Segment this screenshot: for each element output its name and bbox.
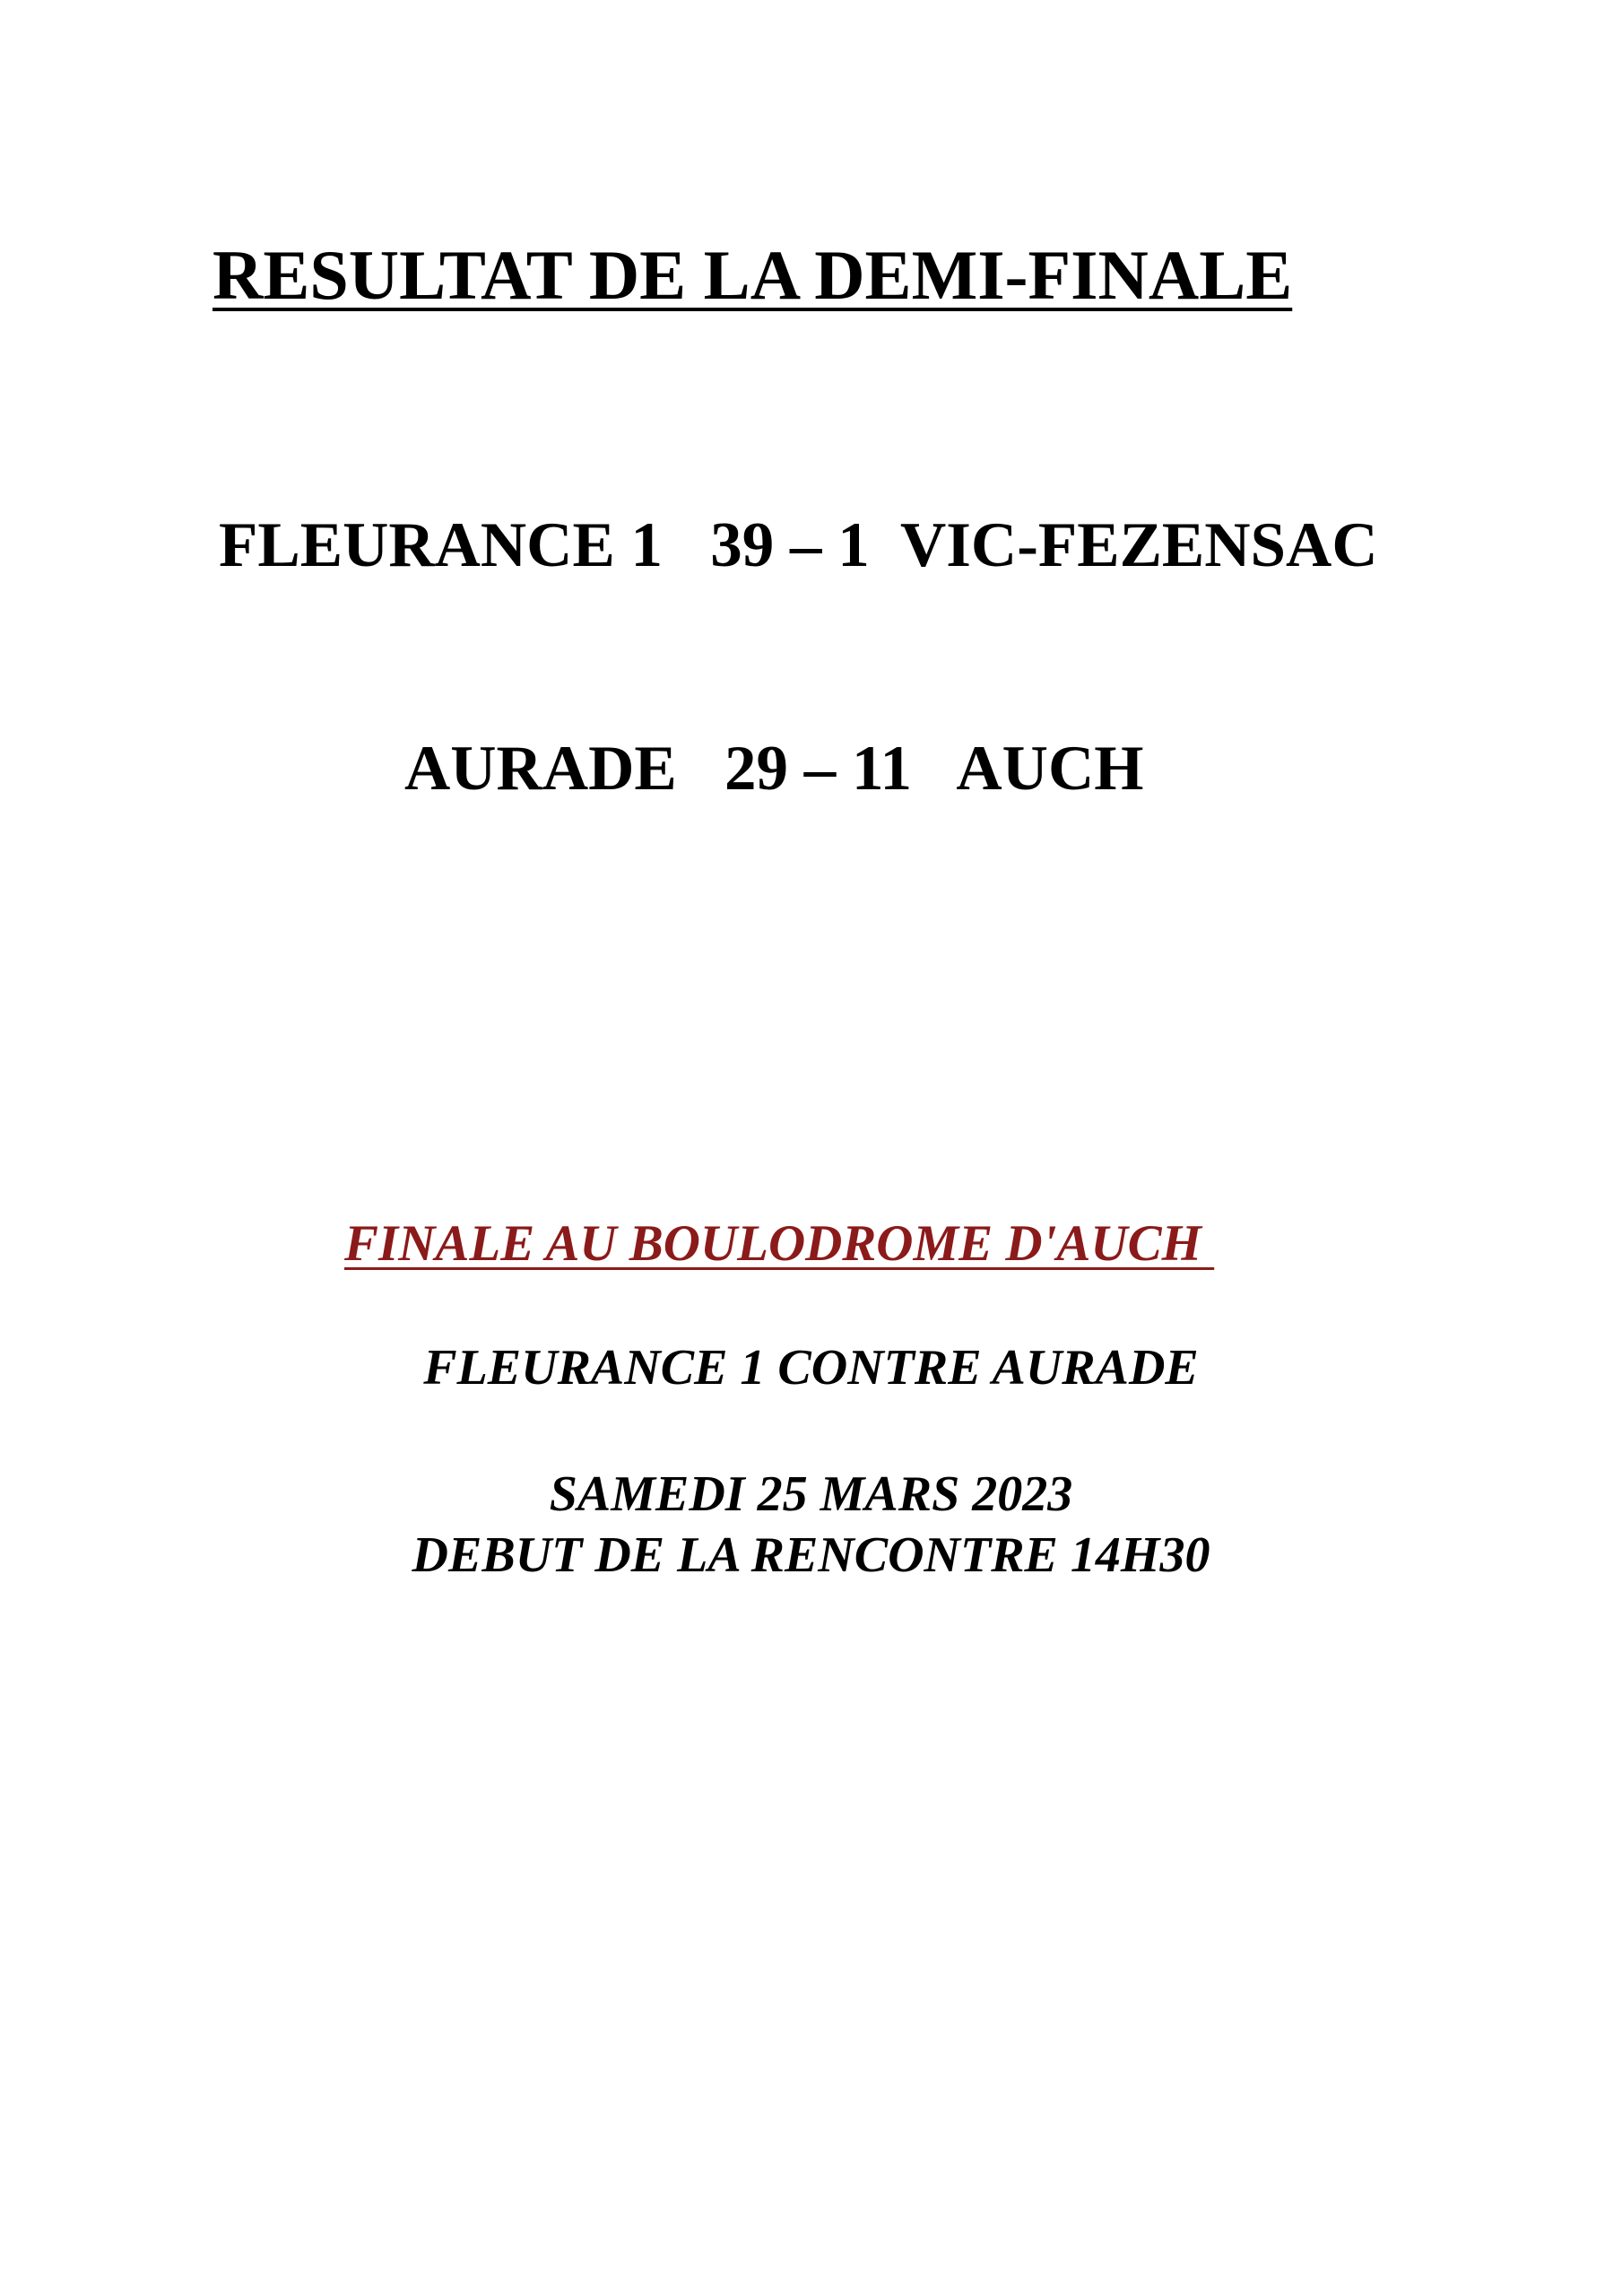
finale-matchup: FLEURANCE 1 CONTRE AURADE: [423, 1340, 1199, 1396]
semifinal-result-1: FLEURANCE 1 39 – 1 VIC-FEZENSAC: [219, 510, 1378, 580]
finale-heading: FINALE AU BOULODROME D'AUCH: [344, 1215, 1215, 1272]
semifinal-result-2: AURADE 29 – 11 AUCH: [404, 734, 1144, 804]
page-title: RESULTAT DE LA DEMI-FINALE: [213, 236, 1293, 314]
finale-date: SAMEDI 25 MARS 2023: [549, 1466, 1073, 1522]
finale-start-time: DEBUT DE LA RENCONTRE 14H30: [412, 1527, 1210, 1583]
